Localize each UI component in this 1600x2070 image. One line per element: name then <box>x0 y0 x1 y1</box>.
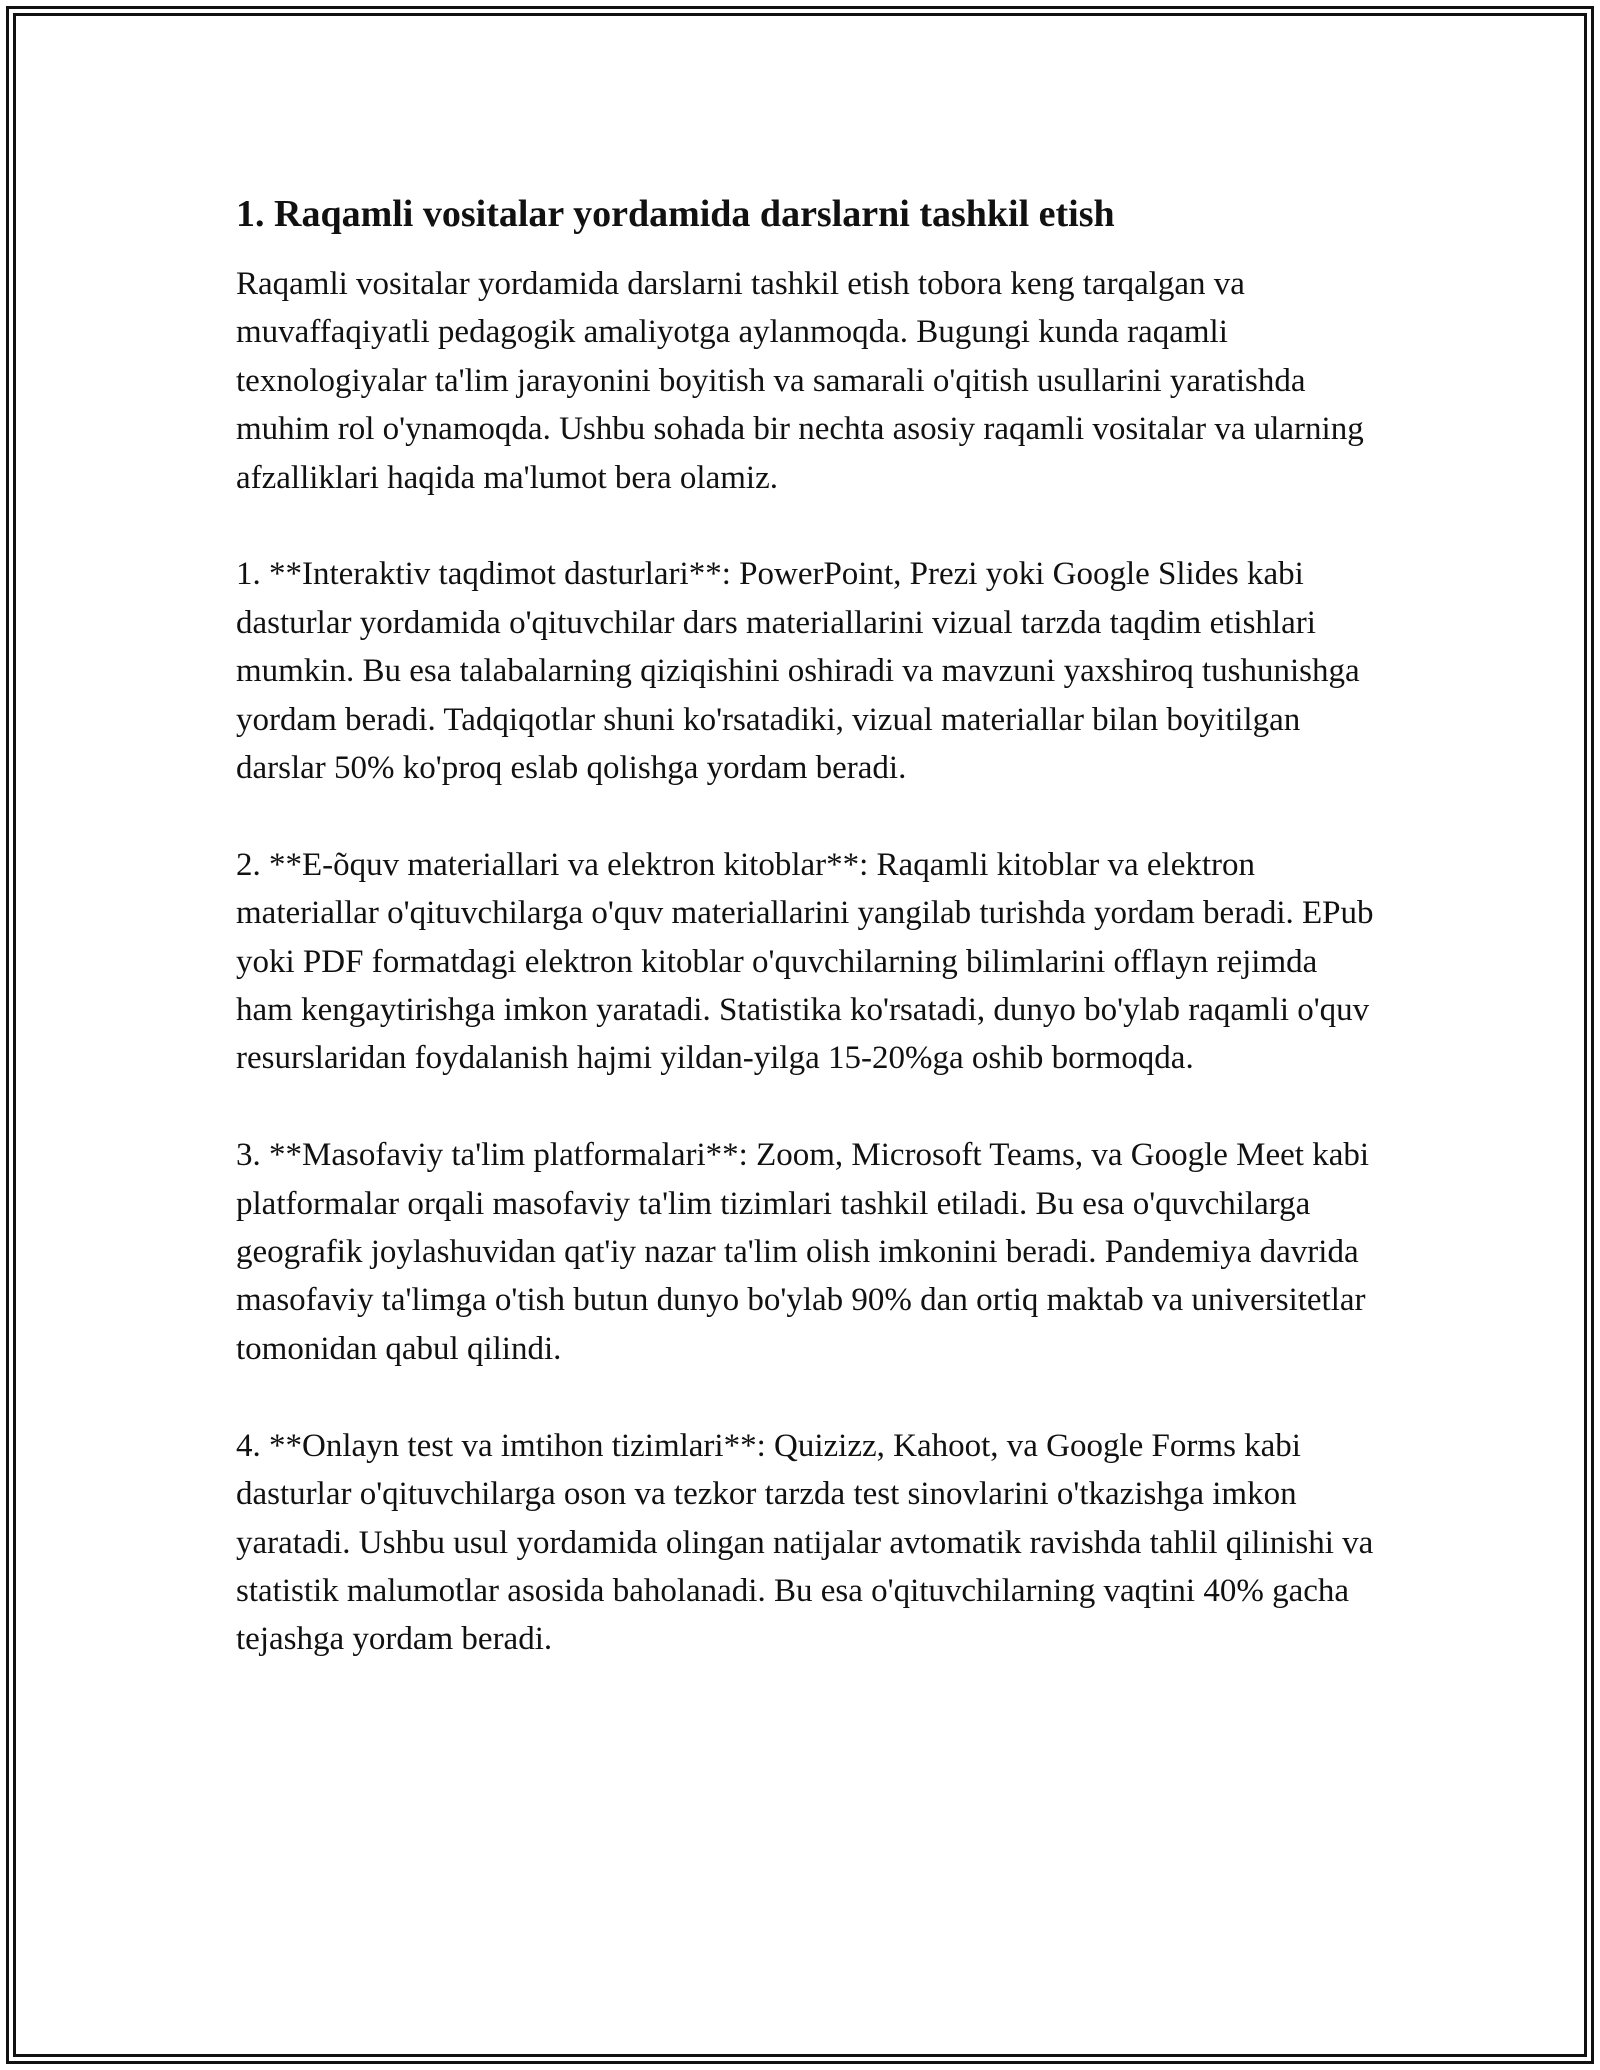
list-item-online-test-systems: 4. **Onlayn test va imtihon tizimlari**: Quizizz, Kahoot, va Google Forms kabi dasturlar o'qituvchilarga oson va tezkor tarzda test sinovlarini o'tkazishga imkon yaratadi. Ushbu usul yordamida olingan natijalar avtomatik ravishda tahlil qilinishi va statistik malumotlar asosida baholanadi. Bu esa o'qituvchilarning vaqtini 40% gacha tejashga yordam beradi. <box>236 1427 1374 1658</box>
list-item-distance-learning-platforms: 3. **Masofaviy ta'lim platformalari**: Zoom, Microsoft Teams, va Google Meet kabi platformalar orqali masofaviy ta'lim tizimlari tashkil etiladi. Bu esa o'quvchilarga geografik joylashuvidan qat'iy nazar ta'lim olish imkonini beradi. Pandemiya davrida masofaviy ta'limga o'tish butun dunyo bo'ylab 90% dan ortiq maktab va universitetlar tomonidan qabul qilindi. <box>236 1137 1370 1367</box>
document-body <box>236 186 1376 1664</box>
intro-paragraph: Raqamli vositalar yordamida darslarni tashkil etish tobora keng tarqalgan va muvaffaqiyatli pedagogik amaliyotga aylanmoqda. Bugungi kunda raqamli texnologiyalar ta'lim jarayonini boyitish va samarali o'qitish usullarini yaratishda muhim rol o'ynamoqda. Ushbu sohada bir nechta asosiy raqamli vositalar va ularning afzalliklari haqida ma'lumot bera olamiz. <box>236 266 1364 496</box>
list-item-interactive-presentations: 1. **Interaktiv taqdimot dasturlari**: PowerPoint, Prezi yoki Google Slides kabi dasturlar yordamida o'qituvchilar dars materiallarini vizual tarzda taqdim etishlari mumkin. Bu esa talabalarning qiziqishini oshiradi va mavzuni yaxshiroq tushunishga yordam beradi. Tadqiqotlar shuni ko'rsatadiki, vizual materiallar bilan boyitilgan darslar 50% ko'proq eslab qolishga yordam beradi. <box>236 556 1360 787</box>
section-heading: 1. Raqamli vositalar yordamida darslarni tashkil etish <box>236 193 1115 235</box>
list-item-e-learning-materials: 2. **E-õquv materiallari va elektron kitoblar**: Raqamli kitoblar va elektron materiallar o'qituvchilarga o'quv materiallarini yangilab turishda yordam beradi. EPub yoki PDF formatdagi elektron kitoblar o'quvchilarning bilimlarini offlayn rejimda ham kengaytirishga imkon yaratadi. Statistika ko'rsatadi, dunyo bo'ylab raqamli o'quv resurslaridan foydalanish hajmi yildan-yilga 15-20%ga oshib bormoqda. <box>236 846 1374 1077</box>
